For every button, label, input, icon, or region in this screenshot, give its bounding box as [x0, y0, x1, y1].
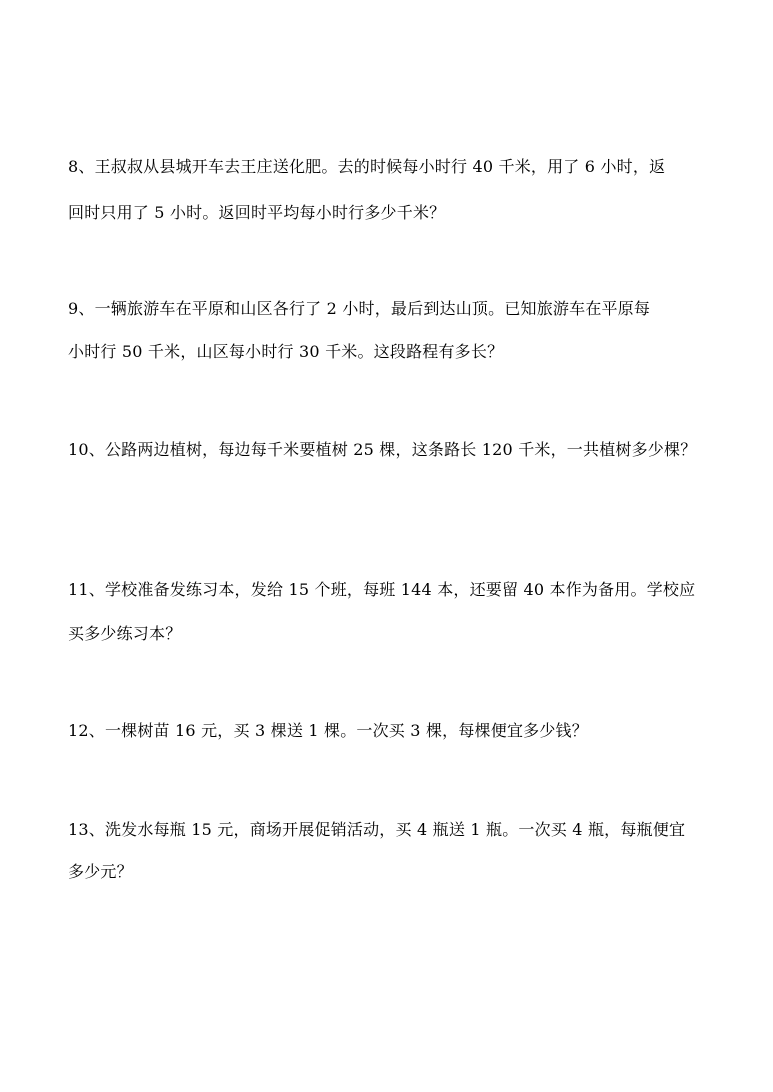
problem-11-line-2: 买多少练习本？ — [68, 624, 182, 643]
problem-8-line-1: 8、王叔叔从县城开车去王庄送化肥。去的时候每小时行 40 千米，用了 6 小时，返 — [68, 157, 666, 176]
problem-10-line-1: 10、公路两边植树，每边每千米要植树 25 棵，这条路长 120 千米，一共植树多少棵？ — [68, 440, 697, 459]
problem-12-line-1: 12、一棵树苗 16 元，买 3 棵送 1 棵。一次买 3 棵，每棵便宜多少钱？ — [68, 721, 588, 740]
problem-13-line-1: 13、洗发水每瓶 15 元，商场开展促销活动，买 4 瓶送 1 瓶。一次买 4 瓶，每瓶便宜 — [68, 820, 686, 839]
problem-9-line-1: 9、一辆旅游车在平原和山区各行了 2 小时，最后到达山顶。已知旅游车在平原每 — [68, 299, 651, 318]
problem-8-line-2: 回时只用了 5 小时。返回时平均每小时行多少千米？ — [68, 203, 446, 222]
problem-13-line-2: 多少元？ — [68, 862, 133, 881]
problem-9-line-2: 小时行 50 千米，山区每小时行 30 千米。这段路程有多长？ — [68, 342, 504, 361]
problem-11-line-1: 11、学校准备发练习本，发给 15 个班，每班 144 本，还要留 40 本作为备用。学校应 — [68, 580, 696, 599]
